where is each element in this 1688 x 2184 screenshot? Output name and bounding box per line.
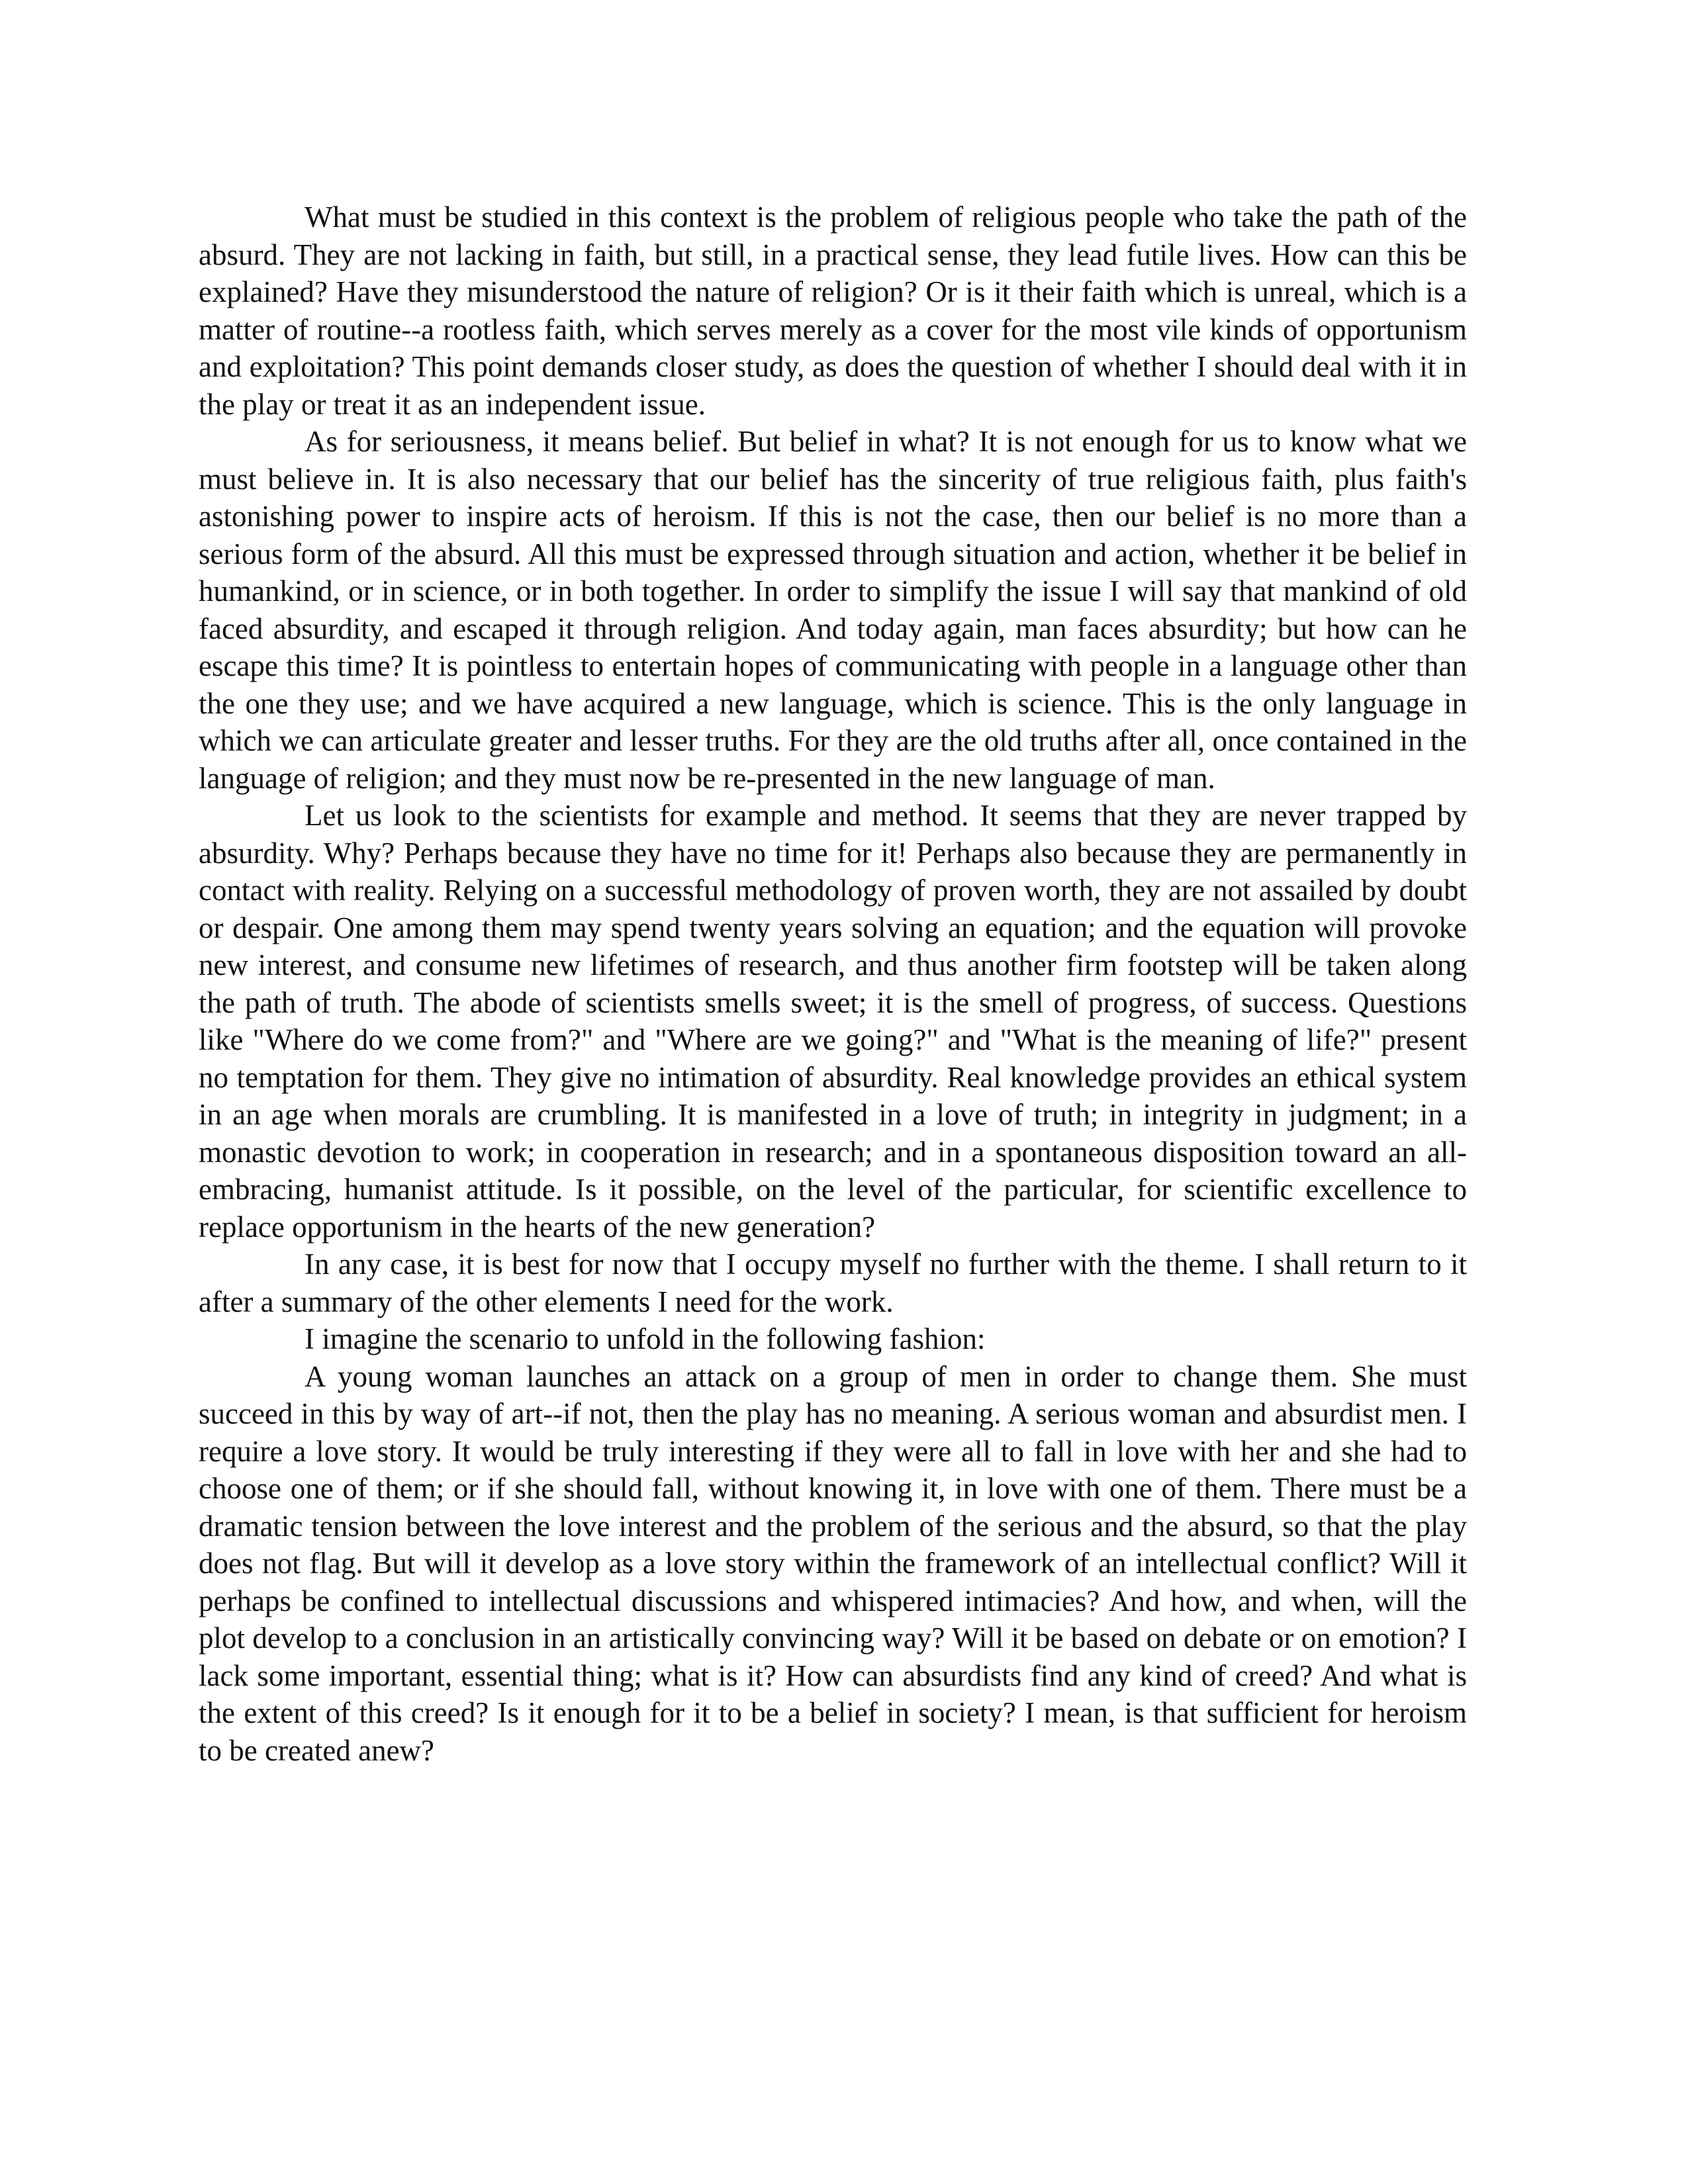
- paragraph-scientists: Let us look to the scientists for example and method. It seems that they are never trapped by absurdity. Why? Perhaps because they have no time for it! Perhaps also because they are permanently in contact with reality. Relying on a successful methodology of proven worth, they are not assailed by doubt or despair. One among them may spend twenty years solving an equation; and the equation will provoke new interest, and consume new lifetimes of research, and thus another firm footstep will be taken along the path of truth. The abode of scientists smells sweet; it is the smell of progress, of success. Questions like "Where do we come from?" and "Where are we going?" and "What is the meaning of life?" present no temptation for them. They give no intimation of absurdity. Real knowledge provides an ethical system in an age when morals are crumbling. It is manifested in a love of truth; in integrity in judgment; in a monastic devotion to work; in cooperation in research; and in a spontaneous disposition toward an all-embracing, humanist attitude. Is it possible, on the level of the particular, for scientific excellence to replace opportunism in the hearts of the new generation?: [199, 799, 1467, 1244]
- paragraph-young-woman: A young woman launches an attack on a group of men in order to change them. She must succeed in this by way of art--if not, then the play has no meaning. A serious woman and absurdist men. I require a love story. It would be truly interesting if they were all to fall in love with her and she had to choose one of them; or if she should fall, without knowing it, in love with one of them. There must be a dramatic tension between the love interest and the problem of the serious and the absurd, so that the play does not flag. But will it develop as a love story within the framework of an intellectual conflict? Will it perhaps be confined to intellectual discussions and whispered intimacies? And how, and when, will the plot develop to a conclusion in an artistically convincing way? Will it be based on debate or on emotion? I lack some important, essential thing; what is it? How can absurdists find any kind of creed? And what is the extent of this creed? Is it enough for it to be a belief in society? I mean, is that sufficient for heroism to be created anew?: [199, 1359, 1467, 1767]
- paragraph-scenario-intro: I imagine the scenario to unfold in the following fashion:: [305, 1322, 986, 1355]
- document-page: [199, 199, 1467, 1769]
- paragraph-religious-absurd: What must be studied in this context is the problem of religious people who take the path of the absurd. They are not lacking in faith, but still, in a practical sense, they lead futile lives. How can this be explained? Have they misunderstood the nature of religion? Or is it their faith which is unreal, which is a matter of routine--a rootless faith, which serves merely as a cover for the most vile kinds of opportunism and exploitation? This point demands closer study, as does the question of whether I should deal with it in the play or treat it as an independent issue.: [199, 201, 1467, 421]
- paragraph-seriousness-belief: As for seriousness, it means belief. But belief in what? It is not enough for us to know what we must believe in. It is also necessary that our belief has the sincerity of true religious faith, plus faith's astonishing power to inspire acts of heroism. If this is not the case, then our belief is no more than a serious form of the absurd. All this must be expressed through situation and action, whether it be belief in humankind, or in science, or in both together. In order to simplify the issue I will say that mankind of old faced absurdity, and escaped it through religion. And today again, man faces absurdity; but how can he escape this time? It is pointless to entertain hopes of communicating with people in a language other than the one they use; and we have acquired a new language, which is science. This is the only language in which we can articulate greater and lesser truths. For they are the old truths after all, once contained in the language of religion; and they must now be re-presented in the new language of man.: [199, 425, 1467, 795]
- paragraph-in-any-case: In any case, it is best for now that I occupy myself no further with the theme. I shall return to it after a summary of the other elements I need for the work.: [199, 1248, 1467, 1318]
